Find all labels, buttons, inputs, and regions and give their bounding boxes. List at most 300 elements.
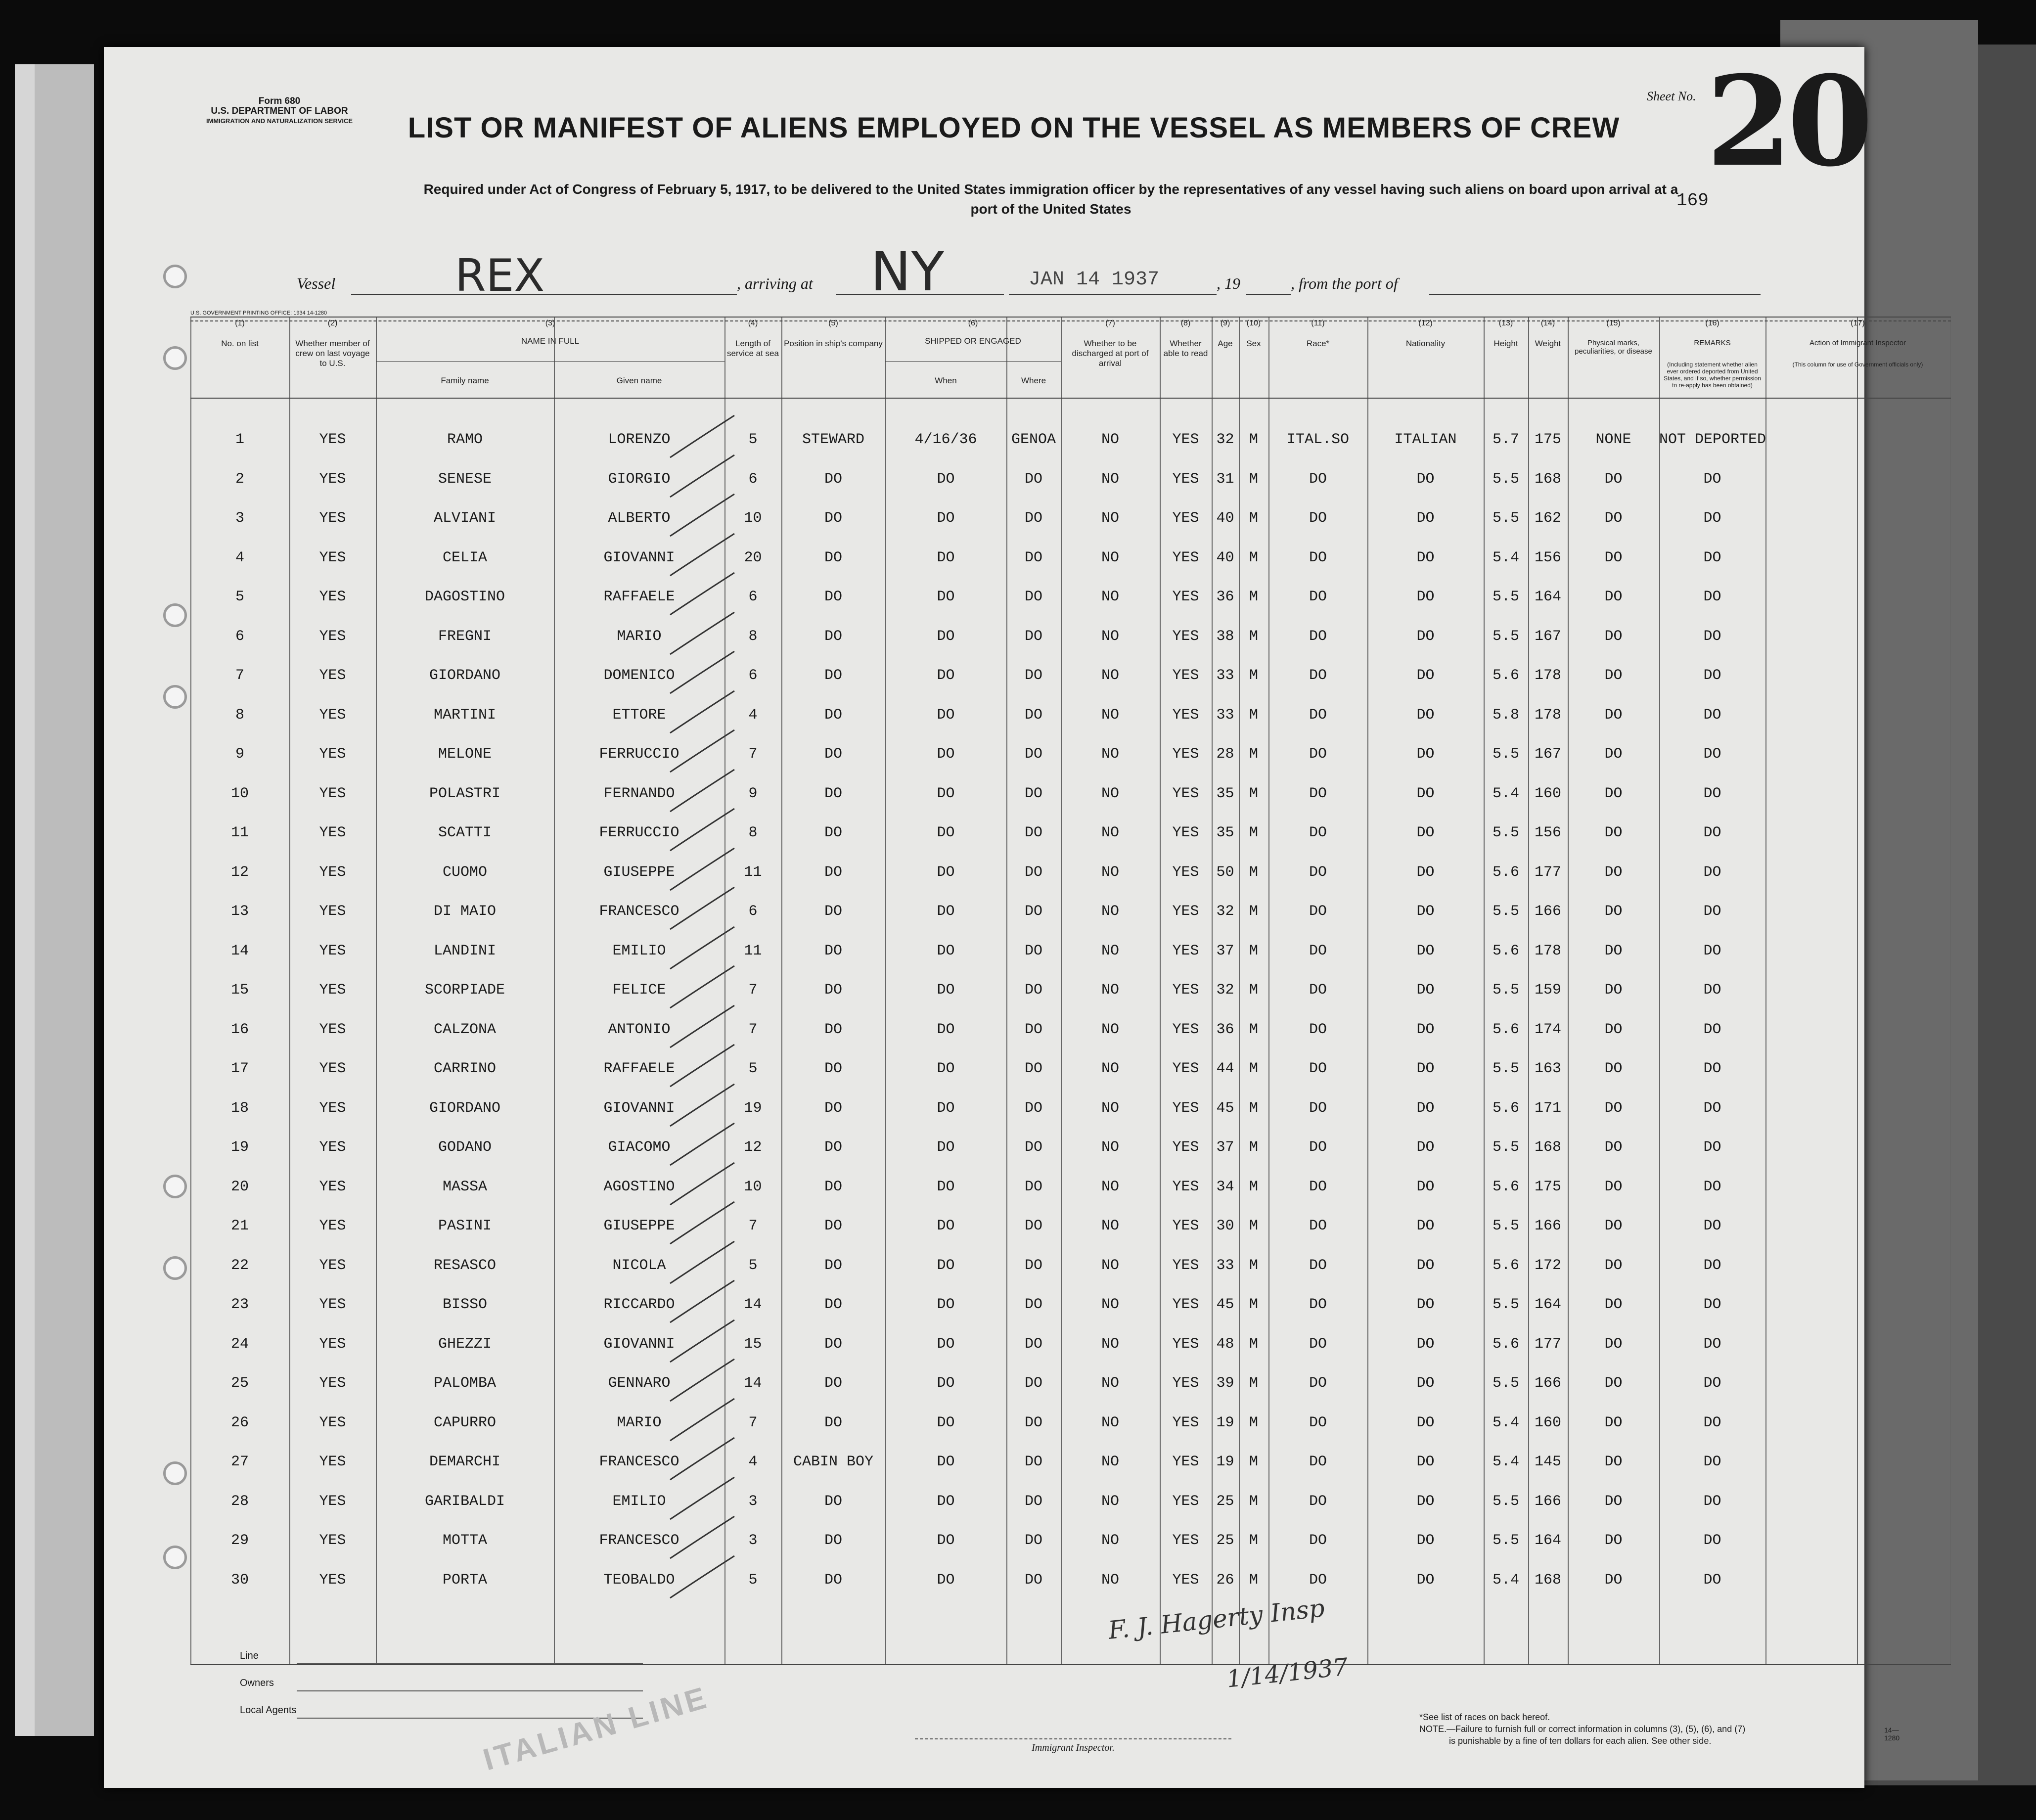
cell-weight: 160 [1534, 785, 1561, 802]
cell-family: CAPURRO [433, 1414, 497, 1431]
cell-family: CUOMO [442, 864, 487, 881]
cell-position: STEWARD [802, 431, 865, 448]
cell-height: 5.4 [1492, 785, 1519, 802]
cell-where: DO [1024, 942, 1042, 959]
table-row [190, 1049, 1951, 1088]
cell-no: 22 [230, 1257, 249, 1274]
cell-sex: M [1249, 1218, 1258, 1234]
cell-sex: M [1249, 942, 1258, 959]
cell-remarks: DO [1703, 1218, 1721, 1234]
cell-race: DO [1309, 549, 1327, 566]
cell-when: DO [937, 1493, 955, 1510]
cell-weight: 167 [1534, 628, 1561, 645]
arrival-port: NY [870, 240, 945, 303]
cell-where: DO [1024, 824, 1042, 841]
cell-remarks: DO [1703, 549, 1721, 566]
cell-position: DO [824, 1099, 842, 1117]
cell-read: YES [1172, 1218, 1199, 1234]
cell-remarks: DO [1703, 942, 1721, 959]
cell-discharged: NO [1101, 589, 1119, 605]
cell-discharged: NO [1101, 667, 1119, 684]
cell-position: DO [824, 1257, 842, 1274]
table-row [190, 539, 1951, 577]
cell-height: 5.5 [1492, 746, 1519, 763]
cell-race: DO [1309, 982, 1327, 999]
cell-marks: DO [1604, 1099, 1623, 1117]
cell-given: FERRUCCIO [599, 746, 679, 763]
table-row [190, 892, 1951, 931]
cell-marks: DO [1604, 1257, 1623, 1274]
cell-where: DO [1024, 667, 1042, 684]
cell-read: YES [1172, 1296, 1199, 1313]
cell-nationality: DO [1416, 1493, 1435, 1510]
cell-nationality: DO [1416, 549, 1435, 566]
cell-age: 30 [1216, 1218, 1234, 1234]
cell-nationality: DO [1416, 824, 1435, 841]
cell-nationality: DO [1416, 1257, 1435, 1274]
cell-age: 36 [1216, 589, 1234, 605]
cell-service: 4 [748, 706, 758, 724]
column-number: (16) [1705, 319, 1719, 327]
cell-where: DO [1024, 864, 1042, 881]
cell-prior: YES [319, 1021, 346, 1038]
cell-prior: YES [319, 510, 346, 527]
cell-weight: 168 [1534, 1571, 1561, 1589]
cell-no: 6 [235, 628, 244, 645]
cell-race: DO [1309, 1375, 1327, 1392]
cell-no: 29 [230, 1532, 249, 1549]
cell-nationality: DO [1416, 1178, 1435, 1195]
cell-when: DO [937, 589, 955, 605]
binder-strip [35, 64, 94, 1736]
column-number: (4) [748, 319, 758, 327]
cell-read: YES [1172, 903, 1199, 920]
cell-given: ETTORE [612, 706, 666, 724]
cell-when: DO [937, 470, 955, 488]
cell-no: 4 [235, 549, 244, 566]
cell-where: DO [1024, 1139, 1042, 1156]
column-header: NAME IN FULL [521, 336, 580, 346]
cell-weight: 156 [1534, 549, 1561, 566]
cell-discharged: NO [1101, 628, 1119, 645]
cell-age: 26 [1216, 1571, 1234, 1589]
cell-race: DO [1309, 589, 1327, 605]
cell-family: GIORDANO [429, 667, 501, 684]
cell-service: 7 [748, 746, 758, 763]
cell-remarks: DO [1703, 1060, 1721, 1077]
cell-discharged: NO [1101, 549, 1119, 566]
cell-sex: M [1249, 431, 1258, 448]
cell-discharged: NO [1101, 1532, 1119, 1549]
cell-height: 5.7 [1492, 431, 1519, 448]
form-code: 14—1280 [1884, 1726, 1900, 1742]
cell-where: DO [1024, 1060, 1042, 1077]
cell-marks: DO [1604, 1454, 1623, 1470]
cell-discharged: NO [1101, 1296, 1119, 1313]
cell-sex: M [1249, 1257, 1258, 1274]
cell-when: DO [937, 824, 955, 841]
cell-sex: M [1249, 706, 1258, 724]
table-row [190, 656, 1951, 695]
cell-prior: YES [319, 706, 346, 724]
cell-service: 6 [748, 589, 758, 605]
cell-where: DO [1024, 982, 1042, 999]
cell-weight: 163 [1534, 1060, 1561, 1077]
cell-marks: DO [1604, 1139, 1623, 1156]
cell-prior: YES [319, 942, 346, 959]
cell-when: DO [937, 667, 955, 684]
column-number: (17) [1851, 319, 1865, 327]
cell-height: 5.5 [1492, 903, 1519, 920]
column-number: (7) [1105, 319, 1115, 327]
cell-nationality: DO [1416, 510, 1435, 527]
cell-given: NICOLA [612, 1257, 666, 1274]
column-header: Race* [1306, 339, 1330, 348]
cell-nationality: DO [1416, 1021, 1435, 1038]
cell-age: 28 [1216, 746, 1234, 763]
cell-marks: DO [1604, 1375, 1623, 1392]
cell-service: 7 [748, 1414, 758, 1431]
cell-height: 5.5 [1492, 982, 1519, 999]
table-row [190, 1168, 1951, 1206]
cell-family: MOTTA [442, 1532, 487, 1549]
cell-sex: M [1249, 1099, 1258, 1117]
cell-race: DO [1309, 785, 1327, 802]
cell-prior: YES [319, 549, 346, 566]
cell-height: 5.4 [1492, 549, 1519, 566]
sheet-number: 20 [1706, 48, 1868, 194]
cell-age: 44 [1216, 1060, 1234, 1077]
cell-read: YES [1172, 1178, 1199, 1195]
cell-prior: YES [319, 864, 346, 881]
cell-given: ANTONIO [608, 1021, 671, 1038]
cell-service: 3 [748, 1493, 758, 1510]
cell-nationality: DO [1416, 942, 1435, 959]
cell-discharged: NO [1101, 1454, 1119, 1470]
cell-given: EMILIO [612, 942, 666, 959]
cell-marks: DO [1604, 982, 1623, 999]
cell-service: 10 [744, 510, 762, 527]
cell-weight: 171 [1534, 1099, 1561, 1117]
cell-discharged: NO [1101, 510, 1119, 527]
cell-when: DO [937, 1218, 955, 1234]
cell-height: 5.6 [1492, 1335, 1519, 1353]
cell-family: SCATTI [438, 824, 492, 841]
cell-family: MELONE [438, 746, 492, 763]
cell-given: FRANCESCO [599, 903, 679, 920]
binder-hole [163, 346, 187, 370]
cell-when: DO [937, 1414, 955, 1431]
cell-prior: YES [319, 1257, 346, 1274]
table-row [190, 499, 1951, 538]
table-row [190, 578, 1951, 616]
cell-read: YES [1172, 1257, 1199, 1274]
cell-remarks: DO [1703, 706, 1721, 724]
cell-read: YES [1172, 785, 1199, 802]
cell-read: YES [1172, 1375, 1199, 1392]
check-mark-icon [665, 1551, 739, 1600]
cell-family: PALOMBA [433, 1375, 497, 1392]
cell-height: 5.5 [1492, 1296, 1519, 1313]
cell-weight: 174 [1534, 1021, 1561, 1038]
cell-remarks: DO [1703, 1571, 1721, 1589]
cell-family: FREGNI [438, 628, 492, 645]
cell-when: DO [937, 1021, 955, 1038]
cell-remarks: DO [1703, 589, 1721, 605]
cell-where: DO [1024, 1218, 1042, 1234]
cell-nationality: DO [1416, 1060, 1435, 1077]
cell-given: FRANCESCO [599, 1454, 679, 1470]
year-label: , 19 [1217, 274, 1240, 292]
line-label: Line [240, 1650, 259, 1661]
cell-sex: M [1249, 1454, 1258, 1470]
table-row [190, 1404, 1951, 1442]
cell-where: DO [1024, 510, 1042, 527]
cell-sex: M [1249, 1532, 1258, 1549]
cell-family: MARTINI [433, 706, 497, 724]
cell-service: 5 [748, 1060, 758, 1077]
cell-age: 32 [1216, 982, 1234, 999]
column-header-note: (Including statement whether alien ever ordered deported from United States, and if so, whether permission to re-apply has been obtained) [1664, 361, 1761, 389]
cell-sex: M [1249, 628, 1258, 645]
cell-discharged: NO [1101, 1178, 1119, 1195]
column-header: REMARKS [1694, 339, 1731, 347]
cell-given: FELICE [612, 982, 666, 999]
cell-marks: DO [1604, 942, 1623, 959]
binder-hole [163, 1546, 187, 1569]
cell-height: 5.5 [1492, 1139, 1519, 1156]
cell-no: 12 [230, 864, 249, 881]
cell-sex: M [1249, 1021, 1258, 1038]
column-number: (9) [1220, 319, 1230, 327]
cell-marks: DO [1604, 1296, 1623, 1313]
cell-marks: DO [1604, 1060, 1623, 1077]
binder-hole [163, 1175, 187, 1198]
cell-marks: DO [1604, 1571, 1623, 1589]
cell-read: YES [1172, 1454, 1199, 1470]
cell-when: DO [937, 1257, 955, 1274]
cell-family: RESASCO [433, 1257, 497, 1274]
cell-discharged: NO [1101, 706, 1119, 724]
cell-family: BISSO [442, 1296, 487, 1313]
cell-given: MARIO [617, 628, 662, 645]
cell-service: 5 [748, 1571, 758, 1589]
cell-race: DO [1309, 628, 1327, 645]
cell-race: DO [1309, 1454, 1327, 1470]
cell-marks: DO [1604, 824, 1623, 841]
cell-race: DO [1309, 667, 1327, 684]
cell-where: DO [1024, 746, 1042, 763]
cell-prior: YES [319, 1060, 346, 1077]
cell-no: 11 [230, 824, 249, 841]
cell-family: DAGOSTINO [424, 589, 505, 605]
binder-hole [163, 603, 187, 627]
cell-where: DO [1024, 589, 1042, 605]
cell-no: 17 [230, 1060, 249, 1077]
inspector-signature: F. J. Hagerty Insp [1107, 1593, 1326, 1645]
cell-no: 30 [230, 1571, 249, 1589]
column-number: (1) [235, 319, 245, 327]
column-number: (10) [1246, 319, 1261, 327]
cell-when: DO [937, 1454, 955, 1470]
cell-weight: 166 [1534, 1375, 1561, 1392]
cell-prior: YES [319, 1218, 346, 1234]
cell-weight: 156 [1534, 824, 1561, 841]
cell-discharged: NO [1101, 1218, 1119, 1234]
column-header: Whether to be discharged at port of arrival [1072, 339, 1149, 368]
column-subheader: When [935, 376, 957, 385]
column-header: Weight [1535, 339, 1561, 348]
cell-prior: YES [319, 628, 346, 645]
cell-race: DO [1309, 706, 1327, 724]
cell-read: YES [1172, 1139, 1199, 1156]
cell-where: DO [1024, 470, 1042, 488]
cell-remarks: DO [1703, 1099, 1721, 1117]
cell-when: DO [937, 1099, 955, 1117]
cell-when: DO [937, 746, 955, 763]
table-row [190, 1364, 1951, 1403]
cell-age: 19 [1216, 1414, 1234, 1431]
column-subheader: Where [1021, 376, 1046, 385]
cell-position: DO [824, 1021, 842, 1038]
cell-position: DO [824, 1414, 842, 1431]
cell-weight: 160 [1534, 1414, 1561, 1431]
column-header: Position in ship's company [784, 339, 883, 348]
table-row [190, 1128, 1951, 1167]
cell-when: DO [937, 1178, 955, 1195]
cell-given: GIORGIO [608, 470, 671, 488]
table-row [190, 1482, 1951, 1521]
cell-service: 10 [744, 1178, 762, 1195]
cell-discharged: NO [1101, 824, 1119, 841]
cell-given: GIUSEPPE [603, 864, 675, 881]
cell-age: 37 [1216, 1139, 1234, 1156]
cell-no: 20 [230, 1178, 249, 1195]
cell-where: GENOA [1011, 431, 1056, 448]
cell-remarks: DO [1703, 785, 1721, 802]
cell-marks: DO [1604, 1532, 1623, 1549]
printing-office-note: U.S. GOVERNMENT PRINTING OFFICE: 1934 14-1280 [190, 310, 327, 316]
cell-when: DO [937, 864, 955, 881]
cell-remarks: DO [1703, 510, 1721, 527]
cell-no: 23 [230, 1296, 249, 1313]
cell-when: DO [937, 1335, 955, 1353]
cell-nationality: DO [1416, 1335, 1435, 1353]
cell-nationality: DO [1416, 1532, 1435, 1549]
cell-height: 5.5 [1492, 1375, 1519, 1392]
cell-discharged: NO [1101, 1021, 1119, 1038]
cell-marks: DO [1604, 746, 1623, 763]
cell-family: SCORPIADE [424, 982, 505, 999]
column-number: (8) [1180, 319, 1191, 327]
cell-given: MARIO [617, 1414, 662, 1431]
cell-family: ALVIANI [433, 510, 497, 527]
cell-position: DO [824, 470, 842, 488]
cell-nationality: DO [1416, 1375, 1435, 1392]
cell-weight: 162 [1534, 510, 1561, 527]
cell-read: YES [1172, 1335, 1199, 1353]
cell-height: 5.5 [1492, 1218, 1519, 1234]
cell-height: 5.5 [1492, 1493, 1519, 1510]
column-number: (15) [1606, 319, 1621, 327]
cell-service: 3 [748, 1532, 758, 1549]
cell-when: DO [937, 1139, 955, 1156]
cell-family: SENESE [438, 470, 492, 488]
table-row [190, 1207, 1951, 1245]
cell-service: 7 [748, 1021, 758, 1038]
cell-where: DO [1024, 1493, 1042, 1510]
cell-weight: 175 [1534, 1178, 1561, 1195]
cell-given: RICCARDO [603, 1296, 675, 1313]
column-number: (5) [828, 319, 838, 327]
cell-position: DO [824, 510, 842, 527]
cell-nationality: DO [1416, 746, 1435, 763]
cell-discharged: NO [1101, 982, 1119, 999]
column-header: No. on list [221, 339, 259, 348]
cell-age: 31 [1216, 470, 1234, 488]
cell-weight: 178 [1534, 706, 1561, 724]
page-subtitle: Required under Act of Congress of February 5, 1917, to be delivered to the United States immigration officer by the representatives of any vessel having such aliens on board upon arrival at a port of the United States [423, 182, 1678, 217]
cell-position: DO [824, 1493, 842, 1510]
cell-read: YES [1172, 628, 1199, 645]
table-row [190, 1246, 1951, 1285]
cell-marks: DO [1604, 589, 1623, 605]
column-number: (3) [545, 319, 555, 327]
cell-height: 5.5 [1492, 470, 1519, 488]
cell-where: DO [1024, 785, 1042, 802]
cell-race: DO [1309, 1021, 1327, 1038]
table-row [190, 1561, 1951, 1599]
cell-service: 5 [748, 431, 758, 448]
cell-remarks: DO [1703, 982, 1721, 999]
table-row [190, 735, 1951, 774]
cell-marks: DO [1604, 785, 1623, 802]
column-header: Whether able to read [1163, 339, 1208, 358]
cell-marks: DO [1604, 864, 1623, 881]
cell-read: YES [1172, 1021, 1199, 1038]
cell-given: RAFFAELE [603, 589, 675, 605]
table-row [190, 420, 1951, 459]
cell-where: DO [1024, 628, 1042, 645]
cell-marks: DO [1604, 1218, 1623, 1234]
cell-discharged: NO [1101, 1335, 1119, 1353]
cell-given: LORENZO [608, 431, 671, 448]
cell-remarks: DO [1703, 864, 1721, 881]
table-row [190, 1089, 1951, 1128]
cell-marks: DO [1604, 903, 1623, 920]
vessel-name: REX [455, 250, 545, 302]
cell-when: DO [937, 1571, 955, 1589]
cell-family: CARRINO [433, 1060, 497, 1077]
column-header: Action of Immigrant Inspector [1809, 339, 1906, 347]
cell-marks: DO [1604, 470, 1623, 488]
cell-race: DO [1309, 470, 1327, 488]
binder-hole [163, 685, 187, 709]
cell-discharged: NO [1101, 1493, 1119, 1510]
cell-when: DO [937, 1532, 955, 1549]
cell-given: ALBERTO [608, 510, 671, 527]
cell-given: GIOVANNI [603, 1335, 675, 1353]
cell-age: 34 [1216, 1178, 1234, 1195]
cell-sex: M [1249, 1060, 1258, 1077]
cell-height: 5.6 [1492, 1178, 1519, 1195]
cell-height: 5.5 [1492, 628, 1519, 645]
cell-discharged: NO [1101, 1099, 1119, 1117]
cell-weight: 167 [1534, 746, 1561, 763]
cell-marks: DO [1604, 1414, 1623, 1431]
cell-read: YES [1172, 510, 1199, 527]
cell-position: DO [824, 785, 842, 802]
